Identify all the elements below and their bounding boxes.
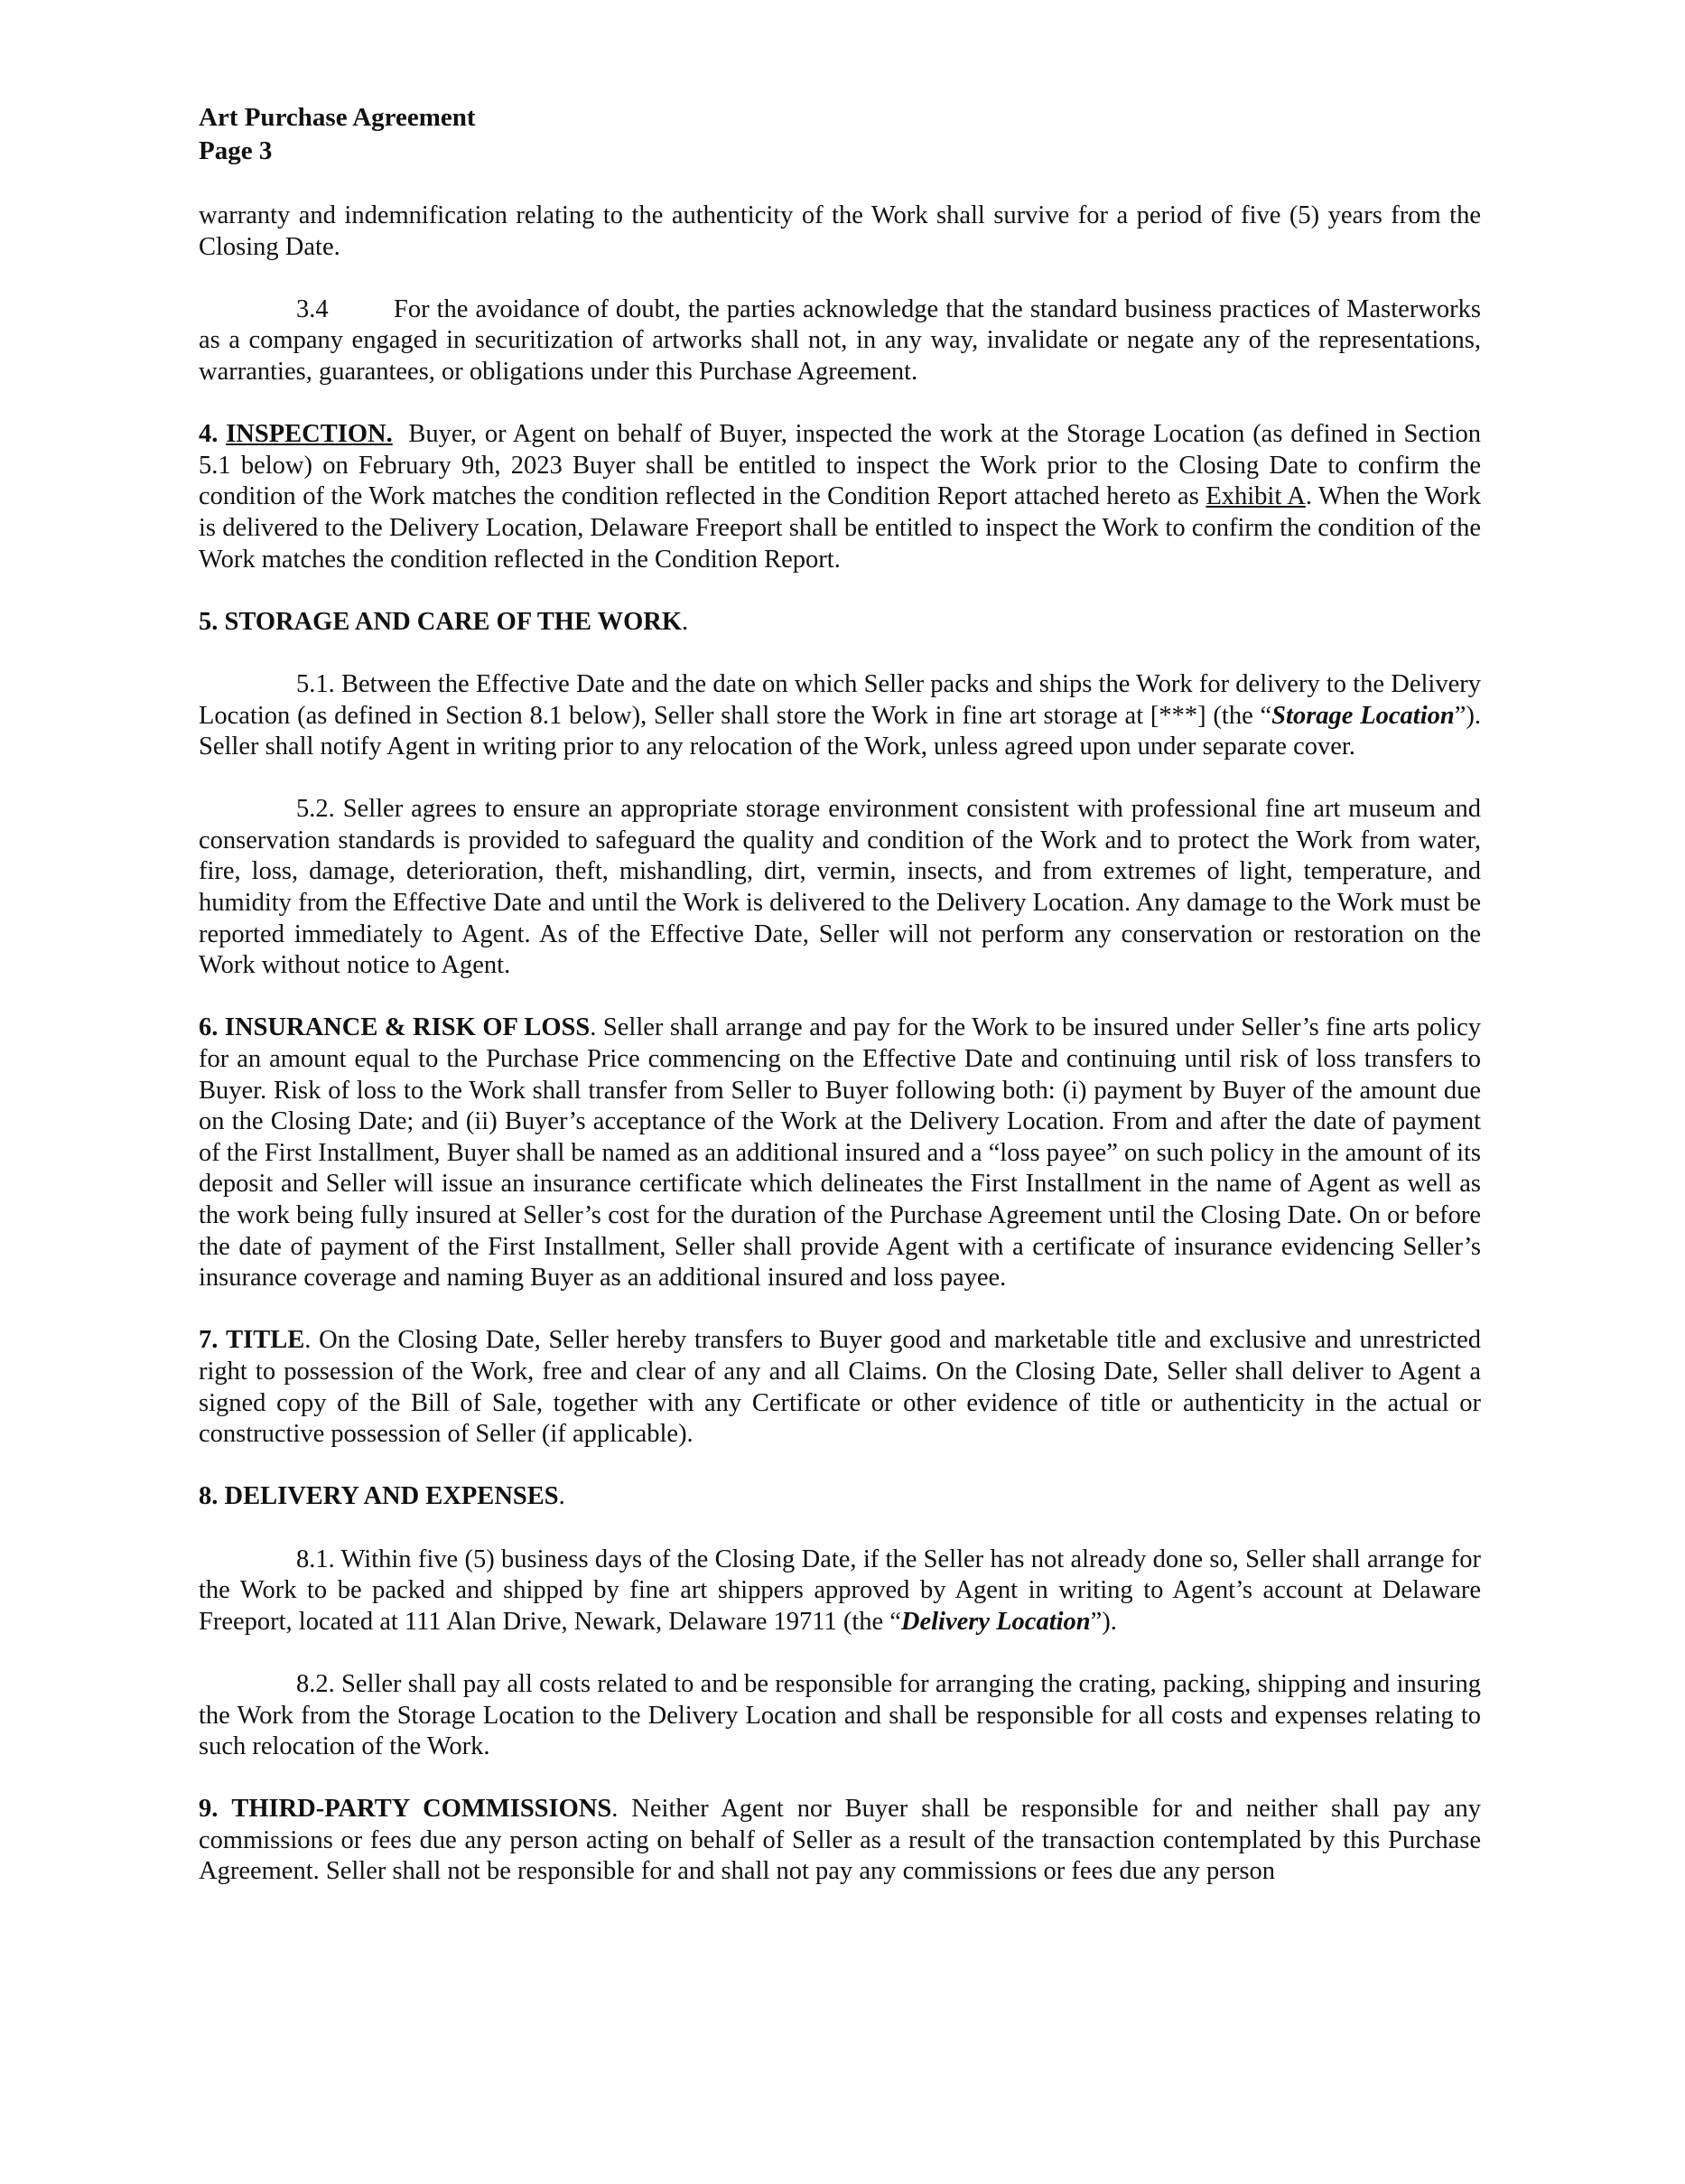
section-7-heading: TITLE [226,1326,305,1355]
section-8-1 [199,1545,1481,1638]
section-8-heading: DELIVERY AND EXPENSES [224,1482,559,1511]
continued-paragraph: warranty and indemnification relating to the authenticity of the Work shall survive for a period of five (5) years from the Closing Date. [199,201,1481,261]
section-8-1-text-b: ”). [1090,1607,1117,1636]
section-4 [199,419,1481,575]
section-5-1-text-a: 5.1. Between the Effective Date and the date on which Seller packs and ships the Work for delivery to the Delivery Location (as defined in Section 8.1 below), Seller shall store the Work in fine art storage at [***] (the “ [199,669,1481,730]
section-4-number: 4. [199,420,219,449]
section-6 [199,1013,1481,1293]
section-7-text: . On the Closing Date, Seller hereby transfers to Buyer good and marketable title and exclusive and unrestricted right to possession of the Work, free and clear of any and all Claims. On the Closing Date, Seller shall deliver to Agent a signed copy of the Bill of Sale, together with any Certificate or other evidence of title or authenticity in the actual or constructive possession of Seller (if applicable). [199,1326,1481,1449]
section-8-1-text-a: 8.1. Within five (5) business days of the Closing Date, if the Seller has not already done so, Seller shall arrange for the Work to be packed and shipped by fine art shippers approved by Agent in writing to Agent’s account at Delaware Freeport, located at 111 Alan Drive, Newark, Delaware 19711 (the “ [199,1545,1481,1636]
section-4-heading: INSPECTION. [226,420,393,449]
delivery-location-term: Delivery Location [900,1607,1091,1636]
section-7-number: 7. [199,1326,219,1355]
section-8-heading-tail: . [558,1482,565,1511]
section-4-text-a: Buyer, or Agent on behalf of Buyer, inspected the work at the Storage Location (as defined in Section 5.1 below) on February 9th, 2023 Buyer shall be entitled to inspect the Work prior to the Closing Date to confirm the condition of the Work matches the condition reflected in the Condition Report attached hereto as [199,420,1482,511]
storage-location-term: Storage Location [1271,701,1455,730]
section-5-1-text-b: ”). Seller shall notify Agent in writing prior to any relocation of the Work, unless agreed upon under separate cover. [199,701,1481,761]
section-8-number: 8. [199,1482,219,1511]
section-6-text: . Seller shall arrange and pay for the Work to be insured under Seller’s fine arts policy for an amount equal to the Purchase Price commencing on the Effective Date and continuing until risk of loss transfers to Buyer. Risk of loss to the Work shall transfer from Seller to Buyer following both: (i) payment by Buyer of the amount due on the Closing Date; and (ii) Buyer’s acceptance of the Work at the Delivery Location. From and after the date of payment of the First Installment, Buyer shall be named as an additional insured and a “loss payee” on such policy in the amount of its deposit and Seller will issue an insurance certificate which delineates the First Installment in the name of Agent as well as the work being fully insured at Seller’s cost for the duration of the Purchase Agreement until the Closing Date. On or before the date of payment of the First Installment, Seller shall provide Agent with a certificate of insurance evidencing Seller’s insurance coverage and naming Buyer as an additional insured and loss payee. [199,1013,1481,1293]
page-number: Page 3 [199,136,273,165]
section-4-text-b: . When the Work is delivered to the Delivery Location, Delaware Freeport shall be entitled to inspect the Work to confirm the condition of the Work matches the condition reflected in the Condition Report. [199,482,1481,574]
section-5-heading-line [199,607,1481,639]
document-title: Art Purchase Agreement [199,103,476,132]
section-9-text: . Neither Agent nor Buyer shall be responsible for and neither shall pay any commissions or fees due any person acting on behalf of Seller as a result of the transaction contemplated by this Purchase Agreement. Seller shall not be responsible for and shall not pay any commissions or fees due any person [199,1795,1481,1886]
section-9-heading: THIRD-PARTY COMMISSIONS [231,1795,612,1824]
section-5-heading-tail: . [682,607,689,636]
section-3-4-number: 3.4 [296,294,329,323]
section-5-1 [199,669,1481,763]
section-3-4-text: For the avoidance of doubt, the parties acknowledge that the standard business practices of Masterworks as a company engaged in securitization of artworks shall not, in any way, invalidate or negate any of the representations, warranties, guarantees, or obligations under this Purchase Agreement. [199,294,1481,386]
section-5-heading: STORAGE AND CARE OF THE WORK [224,607,683,636]
document-body [199,201,1481,1919]
section-5-number: 5. [199,607,219,636]
exhibit-a-link[interactable]: Exhibit A [1206,482,1306,511]
section-7 [199,1325,1481,1450]
section-9-number: 9. [199,1795,219,1824]
section-8-2: 8.2. Seller shall pay all costs related to and be responsible for arranging the crating, packing, shipping and insuring the Work from the Storage Location to the Delivery Location and shall be responsible for all costs and expenses relating to such relocation of the Work. [199,1669,1481,1761]
section-5-2: 5.2. Seller agrees to ensure an appropriate storage environment consistent with professional fine art museum and conservation standards is provided to safeguard the quality and condition of the Work and to protect the Work from water, fire, loss, damage, deterioration, theft, mishandling, dirt, vermin, insects, and from extremes of light, temperature, and humidity from the Effective Date and until the Work is delivered to the Delivery Location. Any damage to the Work must be reported immediately to Agent. As of the Effective Date, Seller will not perform any conservation or restoration on the Work without notice to Agent. [199,795,1481,980]
page-header [199,101,476,168]
section-3-4 [199,294,1481,388]
section-9 [199,1794,1481,1888]
section-6-number: 6. [199,1013,219,1042]
section-6-heading: INSURANCE & RISK OF LOSS [224,1013,591,1042]
section-8-heading-line [199,1481,1481,1513]
